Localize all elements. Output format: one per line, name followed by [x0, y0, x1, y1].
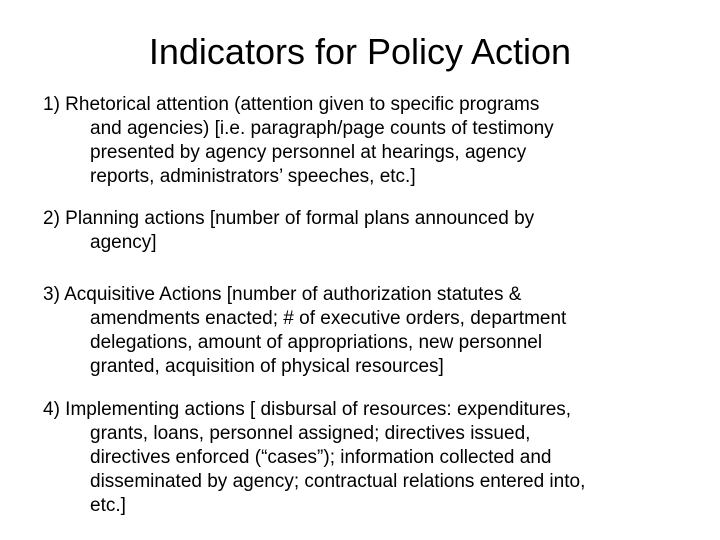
- item-line: etc.]: [90, 495, 126, 516]
- item-line: amendments enacted; # of executive orders, department: [90, 308, 567, 329]
- item-line: reports, administrators’ speeches, etc.]: [90, 166, 416, 187]
- item-line: 4) Implementing actions [ disbursal of resources: expenditures,: [43, 399, 572, 420]
- item-line: delegations, amount of appropriations, new personnel: [90, 332, 543, 353]
- indicator-item-acquisitive: [43, 283, 683, 379]
- item-line: granted, acquisition of physical resources]: [90, 356, 444, 377]
- indicator-item-planning: [43, 207, 683, 255]
- item-line: disseminated by agency; contractual relations entered into,: [90, 471, 586, 492]
- item-line: 2) Planning actions [number of formal plans announced by: [43, 208, 535, 229]
- item-line: 1) Rhetorical attention (attention given to specific programs: [43, 94, 540, 115]
- item-line: and agencies) [i.e. paragraph/page counts of testimony: [90, 118, 554, 139]
- indicator-item-rhetorical: [43, 93, 683, 189]
- item-line: presented by agency personnel at hearings, agency: [90, 142, 527, 163]
- item-line: 3) Acquisitive Actions [number of authorization statutes &: [43, 284, 522, 305]
- item-line: agency]: [90, 232, 157, 253]
- indicator-item-implementing: [43, 398, 683, 518]
- item-line: grants, loans, personnel assigned; directives issued,: [90, 423, 531, 444]
- item-line: directives enforced (“cases”); information collected and: [90, 447, 552, 468]
- slide-title: Indicators for Policy Action: [148, 31, 572, 72]
